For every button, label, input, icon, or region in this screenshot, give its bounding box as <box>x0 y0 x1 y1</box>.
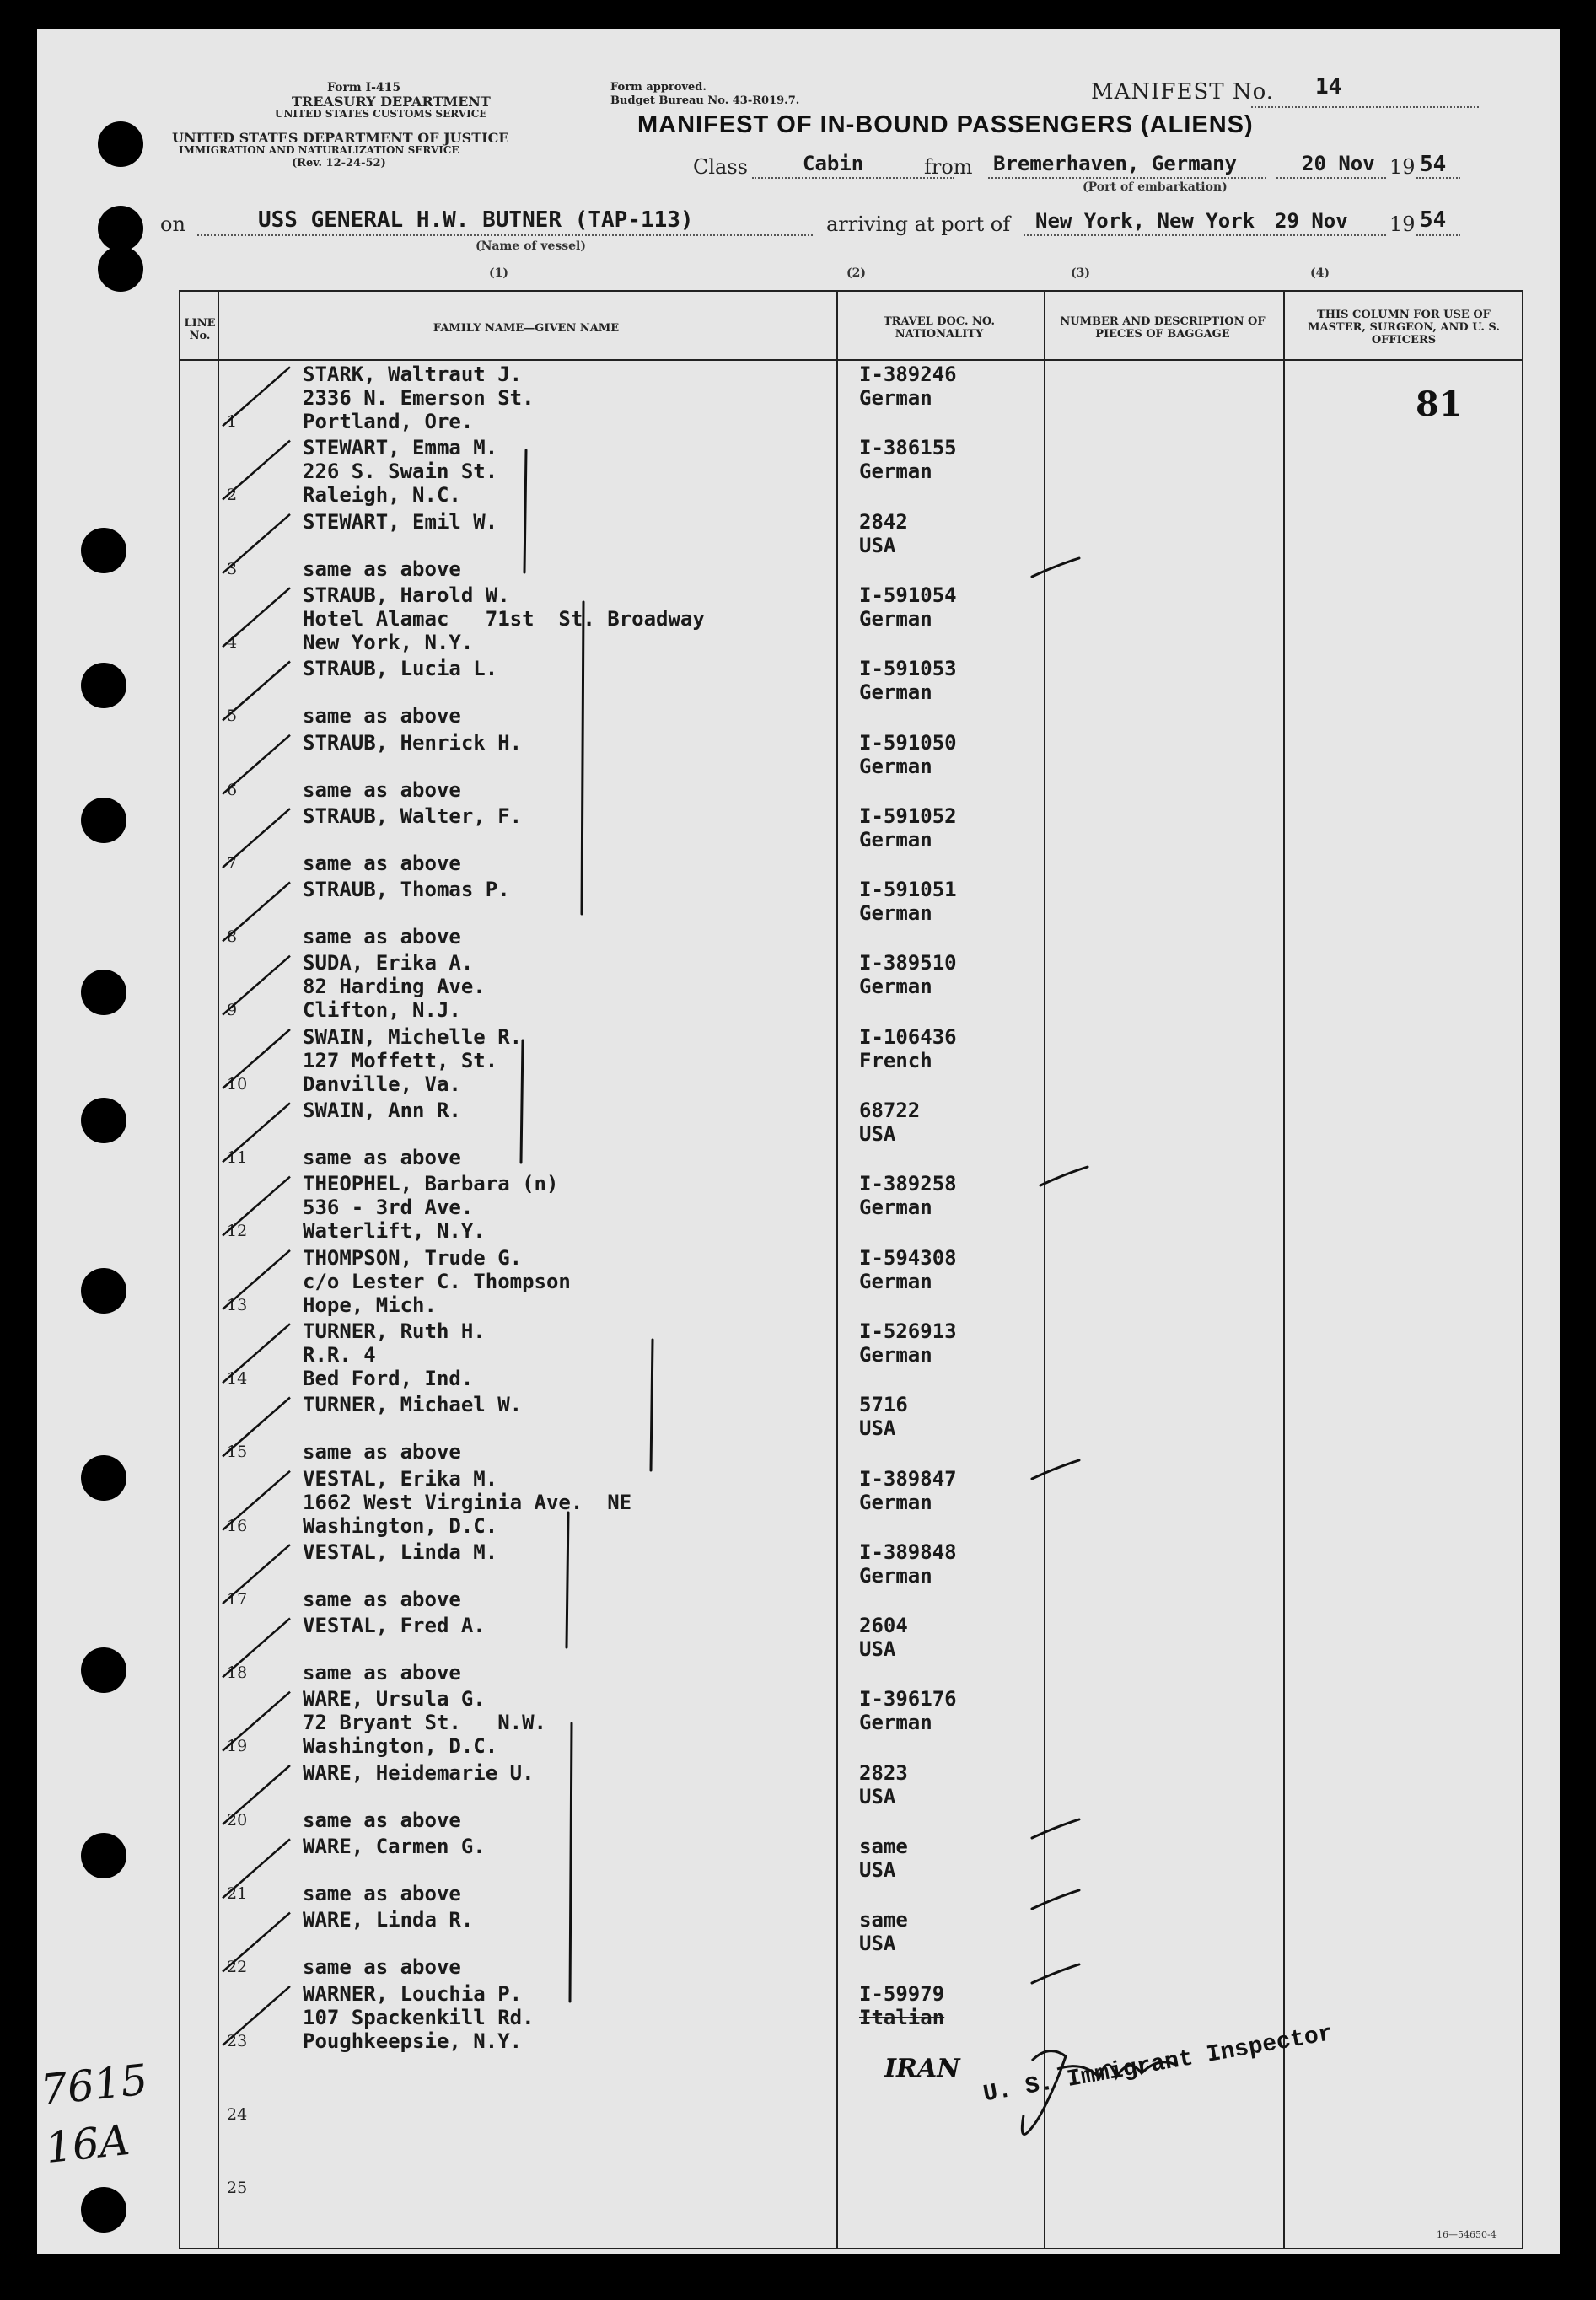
col-num-3: (3) <box>1071 266 1090 280</box>
binder-hole <box>98 246 143 292</box>
col-header-officers: THIS COLUMN FOR USE OF MASTER, SURGEON, AND U. S. OFFICERS <box>1308 309 1500 347</box>
binder-hole <box>81 528 126 573</box>
col-header-name: FAMILY NAME—GIVEN NAME <box>433 322 620 335</box>
table-row <box>180 948 1522 1021</box>
travel-doc-number: I-591051 <box>859 878 957 902</box>
passenger-address: Poughkeepsie, N.Y. <box>303 2029 523 2053</box>
arrival-port: New York, New York <box>1035 209 1255 233</box>
nationality: German <box>859 1342 932 1367</box>
col-num-2: (2) <box>846 266 866 280</box>
travel-doc-number: I-591052 <box>859 803 957 828</box>
footer-code: 16—54650-4 <box>1437 2229 1497 2240</box>
travel-doc-number: I-389246 <box>859 363 957 386</box>
nationality: German <box>859 1196 932 1220</box>
passenger-address: same as above <box>303 851 461 875</box>
table-row <box>180 359 1522 433</box>
passenger-name: WARE, Ursula G. <box>303 1687 486 1712</box>
table-row <box>180 1243 1522 1316</box>
passenger-name: STRAUB, Harold W. <box>303 583 510 607</box>
passenger-name: STRAUB, Thomas P. <box>303 878 510 902</box>
nationality: USA <box>859 1858 896 1882</box>
passenger-address: Hotel Alamac 71st St. Broadway <box>303 606 705 631</box>
passenger-address: same as above <box>303 777 461 802</box>
passenger-address: R.R. 4 <box>303 1342 376 1367</box>
passenger-name: WARNER, Louchia P. <box>303 1981 523 2006</box>
passenger-name: SWAIN, Michelle R. <box>303 1024 523 1049</box>
passenger-name: WARE, Heidemarie U. <box>303 1760 535 1785</box>
table-row <box>180 1610 1522 1684</box>
col-num-4: (4) <box>1310 266 1330 280</box>
margin-note-1: 7615 <box>38 2055 150 2115</box>
class-label: Class <box>693 155 748 179</box>
nationality: USA <box>859 1637 896 1662</box>
line-number: 15 <box>227 1443 248 1462</box>
passenger-address: 72 Bryant St. N.W. <box>303 1711 546 1735</box>
passenger-address: same as above <box>303 1440 461 1464</box>
travel-doc-number: 5716 <box>859 1393 908 1417</box>
nationality: German <box>859 1490 932 1514</box>
binder-hole <box>81 2187 126 2233</box>
table-row <box>180 507 1522 580</box>
nationality: German <box>859 901 932 926</box>
col-header-line-no: LINE No. <box>184 317 216 342</box>
passenger-name: STEWART, Emil W. <box>303 509 498 534</box>
depart-year-underline <box>1416 177 1460 179</box>
passenger-address: Raleigh, N.C. <box>303 483 461 508</box>
line-number: 23 <box>227 2031 248 2050</box>
from-underline <box>988 177 1266 179</box>
passenger-address: same as above <box>303 556 461 581</box>
table-row <box>180 1537 1522 1610</box>
vessel-note: (Name of vessel) <box>476 239 586 253</box>
passenger-name: VESTAL, Linda M. <box>303 1540 498 1564</box>
travel-doc-number: I-591050 <box>859 730 957 755</box>
passenger-name: WARE, Carmen G. <box>303 1835 486 1858</box>
passenger-address: Washington, D.C. <box>303 1513 498 1538</box>
vessel-name: USS GENERAL H.W. BUTNER (TAP-113) <box>258 207 694 233</box>
binder-hole <box>81 663 126 708</box>
nationality: Italian <box>859 2005 945 2029</box>
vessel-underline <box>197 234 813 236</box>
table-row <box>180 1022 1522 1095</box>
arrival-year-prefix: 19 <box>1389 212 1416 236</box>
travel-doc-number: 2823 <box>859 1760 908 1785</box>
passenger-name: SUDA, Erika A. <box>303 951 474 975</box>
nationality: German <box>859 754 932 778</box>
passenger-address: same as above <box>303 1882 461 1905</box>
revision-date: (Rev. 12-24-52) <box>292 157 386 169</box>
port-embark-note: (Port of embarkation) <box>1083 180 1228 194</box>
margin-note-2: 16A <box>43 2115 132 2174</box>
line-number: 25 <box>227 2179 248 2198</box>
line-number: 7 <box>227 853 238 873</box>
nationality: French <box>859 1048 932 1072</box>
nationality: USA <box>859 1784 896 1808</box>
travel-doc-number: I-594308 <box>859 1245 957 1270</box>
travel-doc-number: 2604 <box>859 1614 908 1638</box>
table-row <box>180 1831 1522 1905</box>
table-row <box>180 1316 1522 1389</box>
line-number: 12 <box>227 1222 248 1241</box>
nationality: German <box>859 1563 932 1588</box>
passenger-address: 107 Spackenkill Rd. <box>303 2005 535 2029</box>
department-treasury: TREASURY DEPARTMENT <box>292 94 491 110</box>
class-value: Cabin <box>803 152 864 175</box>
passenger-address: 2336 N. Emerson St. <box>303 386 535 410</box>
arrival-year: 54 <box>1420 207 1447 233</box>
line-number: 11 <box>227 1148 248 1167</box>
travel-doc-number: same <box>859 1908 908 1932</box>
line-number: 16 <box>227 1516 248 1535</box>
binder-hole <box>81 1833 126 1878</box>
manifest-no-underline <box>1251 106 1479 108</box>
table-row <box>180 1095 1522 1169</box>
table-row <box>180 1389 1522 1463</box>
passenger-address: same as above <box>303 925 461 949</box>
line-number: 13 <box>227 1295 248 1314</box>
table-row <box>180 2052 1522 2125</box>
table-row <box>180 2125 1522 2199</box>
inspector-signature <box>1007 2027 1209 2170</box>
travel-doc-number: I-389258 <box>859 1172 957 1196</box>
arrival-date: 29 Nov <box>1275 209 1348 233</box>
passenger-address: same as above <box>303 1661 461 1685</box>
binder-hole <box>81 798 126 843</box>
binder-hole <box>98 206 143 251</box>
table-row <box>180 433 1522 506</box>
travel-doc-number: I-526913 <box>859 1319 957 1343</box>
travel-doc-number: same <box>859 1835 908 1858</box>
passenger-name: THEOPHEL, Barbara (n) <box>303 1172 559 1196</box>
table-row <box>180 1684 1522 1757</box>
passenger-address: same as above <box>303 1808 461 1832</box>
travel-doc-number: I-59979 <box>859 1981 945 2006</box>
nationality: USA <box>859 1416 896 1441</box>
nationality: German <box>859 459 932 484</box>
passenger-name: STRAUB, Henrick H. <box>303 730 523 755</box>
department-justice: UNITED STATES DEPARTMENT OF JUSTICE <box>172 130 509 146</box>
from-label: from <box>924 155 973 179</box>
table-row <box>180 728 1522 801</box>
passenger-table <box>179 290 1523 2249</box>
travel-doc-number: 2842 <box>859 509 908 534</box>
departure-date: 20 Nov <box>1302 152 1375 175</box>
table-row <box>180 580 1522 653</box>
travel-doc-number: I-386155 <box>859 436 957 460</box>
binder-hole <box>81 1268 126 1314</box>
nationality: USA <box>859 1122 896 1146</box>
line-number: 8 <box>227 927 238 947</box>
passenger-address: same as above <box>303 1146 461 1169</box>
line-number: 10 <box>227 1074 248 1094</box>
travel-doc-number: I-389848 <box>859 1540 957 1564</box>
officer-count: 81 <box>1416 384 1463 424</box>
nationality: USA <box>859 1932 896 1956</box>
nationality: German <box>859 827 932 852</box>
passenger-address: 1662 West Virginia Ave. NE <box>303 1490 632 1514</box>
passenger-address: 127 Moffett, St. <box>303 1048 498 1072</box>
manifest-no-label: MANIFEST No. <box>1091 79 1275 105</box>
passenger-address: Portland, Ore. <box>303 410 474 433</box>
table-row <box>180 1464 1522 1537</box>
manifest-page <box>37 29 1560 2254</box>
travel-doc-number: I-389847 <box>859 1466 957 1491</box>
manifest-no-value: 14 <box>1315 74 1342 99</box>
line-number: 19 <box>227 1737 248 1756</box>
travel-doc-number: I-396176 <box>859 1687 957 1712</box>
line-number: 22 <box>227 1958 248 1977</box>
nationality: German <box>859 975 932 999</box>
line-number: 21 <box>227 1884 248 1903</box>
line-number: 24 <box>227 2104 248 2124</box>
passenger-address: Washington, D.C. <box>303 1734 498 1759</box>
binder-hole <box>81 1455 126 1501</box>
form-number: Form I-415 <box>327 81 401 94</box>
passenger-address: c/o Lester C. Thompson <box>303 1269 571 1293</box>
passenger-address: 82 Harding Ave. <box>303 975 486 999</box>
passenger-name: SWAIN, Ann R. <box>303 1099 461 1122</box>
nationality: German <box>859 606 932 631</box>
col-header-baggage: NUMBER AND DESCRIPTION OF PIECES OF BAGGAGE <box>1060 315 1266 341</box>
passenger-address: same as above <box>303 1587 461 1611</box>
form-approved: Form approved. <box>610 81 707 94</box>
passenger-name: WARE, Linda R. <box>303 1908 474 1932</box>
depart-year-prefix: 19 <box>1389 155 1416 179</box>
line-number: 1 <box>227 412 238 431</box>
passenger-name: STRAUB, Walter, F. <box>303 803 523 828</box>
travel-doc-number: I-389510 <box>859 951 957 975</box>
arriving-label: arriving at port of <box>826 212 1011 236</box>
passenger-address: Hope, Mich. <box>303 1292 437 1317</box>
table-row <box>180 653 1522 727</box>
port-of-embarkation: Bremerhaven, Germany <box>993 152 1237 175</box>
table-row <box>180 801 1522 874</box>
manifest-title: MANIFEST OF IN-BOUND PASSENGERS (ALIENS) <box>637 111 1254 138</box>
passenger-name: VESTAL, Fred A. <box>303 1614 486 1638</box>
table-row <box>180 1758 1522 1831</box>
line-number: 2 <box>227 486 238 505</box>
passenger-name: THOMPSON, Trude G. <box>303 1245 523 1270</box>
binder-hole <box>81 1647 126 1693</box>
passenger-address: New York, N.Y. <box>303 630 474 654</box>
departure-year: 54 <box>1420 152 1447 177</box>
passenger-address: 226 S. Swain St. <box>303 459 498 484</box>
passenger-name: TURNER, Michael W. <box>303 1393 523 1417</box>
depart-date-underline <box>1276 177 1386 179</box>
travel-doc-number: I-591053 <box>859 657 957 681</box>
nationality: German <box>859 680 932 705</box>
immigrant-inspector-stamp: U. S. Immigrant Inspector <box>981 2021 1335 2109</box>
binder-hole <box>81 1098 126 1143</box>
line-number: 17 <box>227 1589 248 1609</box>
travel-doc-number: I-106436 <box>859 1024 957 1049</box>
budget-bureau: Budget Bureau No. 43-R019.7. <box>610 94 800 107</box>
line-number: 18 <box>227 1663 248 1683</box>
table-row <box>180 1169 1522 1242</box>
travel-doc-number: 68722 <box>859 1099 921 1122</box>
passenger-address: same as above <box>303 704 461 728</box>
arrival-year-underline <box>1416 234 1460 236</box>
passenger-address: Waterlift, N.Y. <box>303 1219 486 1244</box>
passenger-address: Bed Ford, Ind. <box>303 1366 474 1390</box>
col-num-1: (1) <box>489 266 508 280</box>
table-row <box>180 1905 1522 1978</box>
passenger-address: Clifton, N.J. <box>303 998 461 1023</box>
table-row <box>180 874 1522 948</box>
binder-hole <box>81 970 126 1015</box>
line-number: 3 <box>227 559 238 578</box>
passenger-name: VESTAL, Erika M. <box>303 1466 498 1491</box>
line-number: 20 <box>227 1810 248 1830</box>
ins-service: IMMIGRATION AND NATURALIZATION SERVICE <box>179 144 459 156</box>
line-number: 14 <box>227 1368 248 1388</box>
passenger-address: same as above <box>303 1955 461 1980</box>
binder-hole <box>98 121 143 167</box>
line-number: 6 <box>227 780 238 799</box>
passenger-name: STEWART, Emma M. <box>303 436 498 460</box>
line-number: 9 <box>227 1001 238 1020</box>
passenger-name: TURNER, Ruth H. <box>303 1319 486 1343</box>
customs-service: UNITED STATES CUSTOMS SERVICE <box>275 108 487 120</box>
passenger-address: Danville, Va. <box>303 1072 461 1096</box>
line-number: 5 <box>227 707 238 726</box>
passenger-name: STARK, Waltraut J. <box>303 363 523 386</box>
col-header-travel-doc: TRAVEL DOC. NO. NATIONALITY <box>883 315 996 341</box>
nationality: German <box>859 1269 932 1293</box>
on-label: on <box>160 212 185 236</box>
passenger-name: STRAUB, Lucia L. <box>303 657 498 681</box>
nationality: USA <box>859 533 896 557</box>
handwritten-nationality: IRAN <box>884 2054 960 2083</box>
arrival-port-underline <box>1024 234 1386 236</box>
line-number: 4 <box>227 632 238 652</box>
travel-doc-number: I-591054 <box>859 583 957 607</box>
nationality: German <box>859 1711 932 1735</box>
passenger-address: 536 - 3rd Ave. <box>303 1196 474 1220</box>
nationality: German <box>859 386 932 410</box>
